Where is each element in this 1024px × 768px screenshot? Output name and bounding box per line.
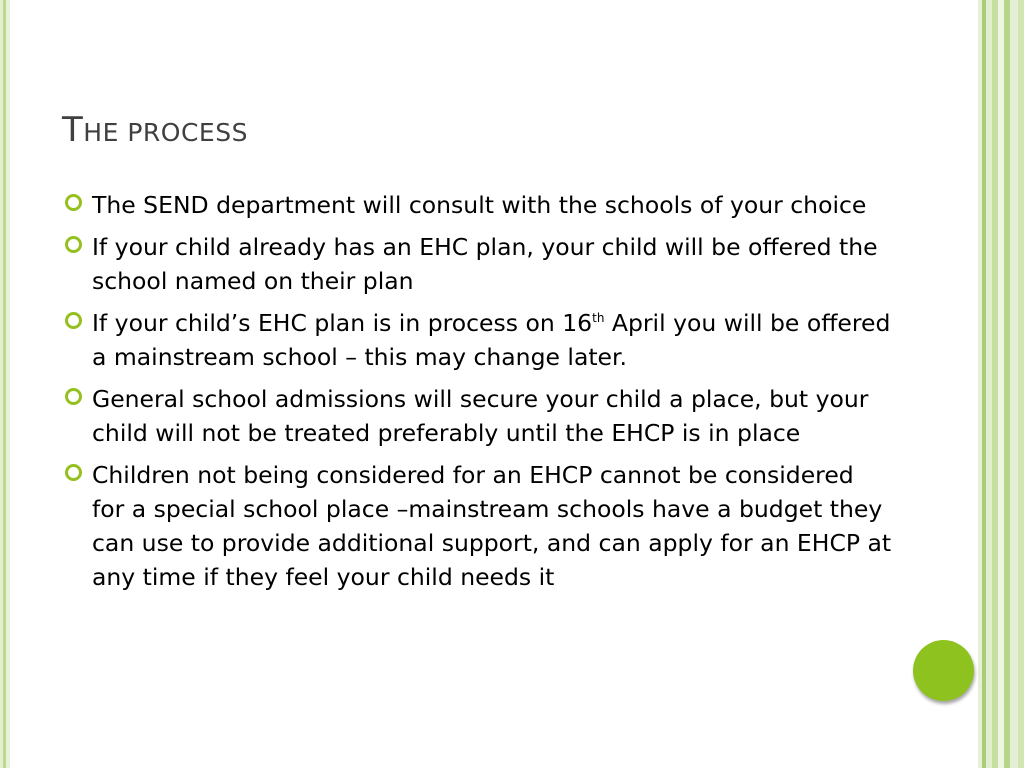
bullet-item xyxy=(62,458,892,594)
bullet-circle-icon xyxy=(65,464,82,481)
bullet-text: General school admissions will secure your child a place, but your child will not be treated preferably until the EHCP is in place xyxy=(92,385,869,447)
bullet-item xyxy=(62,230,892,298)
bullet-text: The SEND department will consult with the schools of your choice xyxy=(92,191,867,219)
bullet-text-before: If your child’s EHC plan is in process on 16 xyxy=(92,309,593,337)
green-circle-icon xyxy=(913,640,974,701)
bullet-circle-icon xyxy=(65,388,82,405)
slide-title xyxy=(62,110,248,150)
title-rest: HE PROCESS xyxy=(83,118,248,147)
bullet-circle-icon xyxy=(65,236,82,253)
bullet-list xyxy=(62,188,892,602)
bullet-superscript: th xyxy=(592,311,605,325)
bullet-item xyxy=(62,188,892,222)
bullet-text: If your child already has an EHC plan, your child will be offered the school named on their plan xyxy=(92,233,878,295)
bullet-circle-icon xyxy=(65,194,82,211)
title-initial: T xyxy=(62,110,84,150)
bullet-circle-icon xyxy=(65,312,82,329)
right-decorative-band xyxy=(978,0,1024,768)
bullet-item xyxy=(62,306,892,374)
bullet-text: Children not being considered for an EHCP cannot be considered for a special school place –mainstream schools have a budget they can use to provide additional support, and can apply for an EHCP at any time if they feel your child needs it xyxy=(92,461,892,591)
bullet-item xyxy=(62,382,892,450)
bullet-text-after: April you will be offered a mainstream school – this may change later. xyxy=(92,309,891,371)
left-decorative-stripe xyxy=(0,0,10,768)
